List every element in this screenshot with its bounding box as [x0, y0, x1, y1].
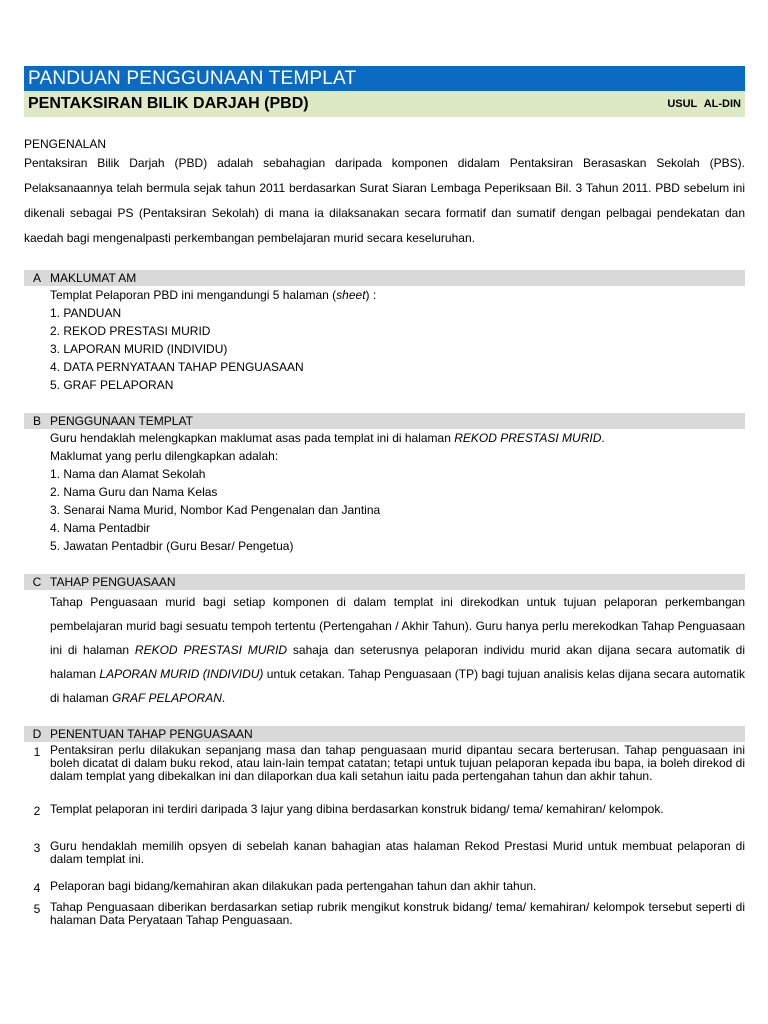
section-b-lead-em: REKOD PRESTASI MURID [454, 431, 602, 445]
numbered-item [24, 803, 745, 818]
subtitle-bar [24, 91, 745, 117]
list-item: 5. GRAF PELAPORAN [50, 378, 174, 392]
page-title-text: PANDUAN PENGGUNAAN TEMPLAT [28, 68, 357, 89]
item-text: Tahap Penguasaan diberikan berdasarkan setiap rubrik mengikut konstruk bidang/ tema/ kemahiran/ kelompok tersebut seperti di halaman Data Peryataan Tahap Penguasaan. [50, 900, 745, 927]
list-item: 4. Nama Pentadbir [50, 521, 151, 535]
intro-section [24, 137, 745, 251]
numbered-item [24, 880, 745, 895]
list-item: 5. Jawatan Pentadbir (Guru Besar/ Pengetua) [50, 539, 294, 553]
section-a-lead-em: sheet [336, 288, 366, 302]
section-c-text-3: untuk cetakan. Tahap Penguasaan (TP) bagi tujuan analisis kelas dijana secara automatik di halaman [50, 667, 745, 705]
section-c-body [24, 590, 745, 710]
page-title [24, 66, 745, 91]
section-a-letter: A [32, 271, 41, 285]
section-d-title: PENENTUAN TAHAP PENGUASAAN [50, 727, 253, 741]
section-b-letter: B [32, 414, 41, 428]
intro-paragraph: Pentaksiran Bilik Darjah (PBD) adalah sebahagian daripada komponen didalam Pentaksiran Berasaskan Sekolah (PBS). Pelaksanaannya telah bermula sejak tahun 2011 berdasarkan Surat Siaran Lembaga Peperiksaan Bil. 3 Tahun 2011. PBD sebelum ini dikenali sebagai PS (Pentaksiran Sekolah) di mana ia dilaksanakan secara formatif dan sumatif dengan pelbagai pendekatan dan kaedah bagi mengenalpasti perkembangan pembelajaran murid secara keseluruhan. [24, 156, 745, 245]
section-d-body [24, 744, 745, 927]
numbered-item [24, 744, 745, 783]
section-d-letter: D [32, 727, 42, 741]
section-c-letter: C [32, 575, 42, 589]
intro-heading: PENGENALAN [24, 137, 107, 151]
section-c-title: TAHAP PENGUASAAN [50, 575, 176, 589]
list-item: 3. Senarai Nama Murid, Nombor Kad Pengenalan dan Jantina [50, 503, 381, 517]
item-text: Guru hendaklah memilih opsyen di sebelah kanan bahagian atas halaman Rekod Prestasi Murid untuk membuat pelaporan di dalam templat ini. [50, 839, 745, 866]
section-a-lead-text: Templat Pelaporan PBD ini mengandungi 5 halaman ( [50, 288, 337, 302]
section-c-text-1: Tahap Penguasaan murid bagi setiap komponen di dalam templat ini direkodkan untuk tujuan pelaporan perkembangan pembelajaran murid bagi sesuatu tempoh tertentu (Pertengahan / Akhir Tahun). Guru hanya perlu merekodkan Tahap Penguasaan ini di halaman [50, 595, 745, 657]
item-number: 1 [33, 745, 41, 759]
author-label: USUL AL-DIN [667, 98, 741, 110]
section-b-lead-text: Guru hendaklah melengkapkan maklumat asas pada templat ini di halaman [50, 431, 455, 445]
list-item: 2. REKOD PRESTASI MURID [50, 324, 211, 338]
section-c-text-4: . [221, 691, 226, 705]
numbered-item [24, 840, 745, 866]
section-a-title: MAKLUMAT AM [50, 271, 137, 285]
section-a-body [24, 286, 745, 394]
section-a-header [24, 270, 745, 286]
section-c-text-2: sahaja dan seterusnya pelaporan individu murid akan dijana secara automatik di halaman [50, 643, 745, 681]
section-a-lead [50, 286, 745, 304]
item-number: 2 [33, 804, 41, 818]
section-b-header [24, 413, 745, 429]
guide-sheet [24, 66, 745, 927]
list-item: 1. PANDUAN [50, 306, 122, 320]
list-item: 2. Nama Guru dan Nama Kelas [50, 485, 218, 499]
section-b-title: PENGGUNAAN TEMPLAT [50, 414, 193, 428]
item-number: 5 [33, 902, 41, 916]
section-c-em-3: GRAF PELAPORAN [112, 691, 222, 705]
list-item: 4. DATA PERNYATAAN TAHAP PENGUASAAN [50, 360, 304, 374]
section-c-header [24, 574, 745, 590]
section-d-header [24, 726, 745, 742]
section-b-body [24, 429, 745, 555]
section-c-em-2: LAPORAN MURID (INDIVIDU) [99, 667, 264, 681]
section-c-paragraph [50, 590, 745, 710]
section-b-lead-end: . [601, 431, 605, 445]
item-text: Pelaporan bagi bidang/kemahiran akan dilakukan pada pertengahan tahun dan akhir tahun. [50, 879, 537, 893]
section-b-lead2: Maklumat yang perlu dilengkapkan adalah: [50, 449, 279, 463]
item-number: 3 [33, 841, 41, 855]
item-text: Pentaksiran perlu dilakukan sepanjang masa dan tahap penguasaan murid dipantau secara berterusan. Tahap penguasaan ini boleh dicatat di dalam buku rekod, atau lain-lain tempat catatan; tetapi untuk tujuan pelaporan kepada ibu bapa, ia boleh direkod di dalam templat yang dibekalkan ini dan dilaporkan dua kali setahun iaitu pada pertengahan tahun dan akhir tahun. [50, 743, 745, 783]
section-a-lead-end: ) : [365, 288, 377, 302]
list-item: 3. LAPORAN MURID (INDIVIDU) [50, 342, 228, 356]
numbered-item [24, 901, 745, 927]
item-number: 4 [33, 881, 41, 895]
section-c-em-1: REKOD PRESTASI MURID [134, 643, 288, 657]
page-subtitle: PENTAKSIRAN BILIK DARJAH (PBD) [28, 95, 309, 112]
list-item: 1. Nama dan Alamat Sekolah [50, 467, 206, 481]
section-b-lead [50, 429, 745, 447]
item-text: Templat pelaporan ini terdiri daripada 3 lajur yang dibina berdasarkan konstruk bidang/ tema/ kemahiran/ kelompok. [50, 802, 664, 816]
